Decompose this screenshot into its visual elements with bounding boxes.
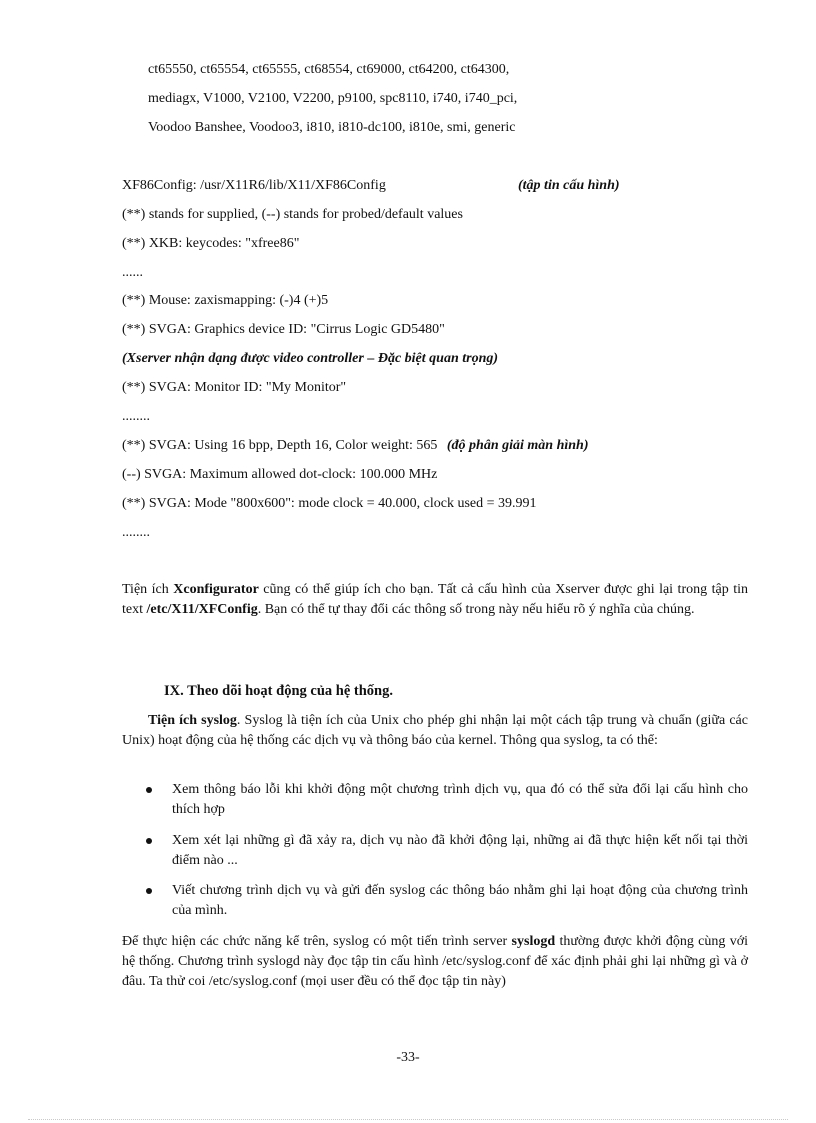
log-ellipsis: ........ xyxy=(122,525,150,540)
xconfigurator-name: Xconfigurator xyxy=(173,582,259,597)
list-item-text: Xem thông báo lỗi khi khởi động một chương trình dịch vụ, qua đó có thể sửa đổi lại cấu hình cho thích hợp xyxy=(172,782,748,817)
section-heading: IX. Theo dõi hoạt động của hệ thống. xyxy=(164,683,393,699)
log-config-path: XF86Config: /usr/X11R6/lib/X11/XF86Config xyxy=(122,178,386,193)
chipset-line-3: Voodoo Banshee, Voodoo3, i810, i810-dc100, i810e, smi, generic xyxy=(148,120,516,135)
log-depth: (**) SVGA: Using 16 bpp, Depth 16, Color weight: 565 xyxy=(122,438,438,453)
log-note-controller: (Xserver nhận dạng được video controller – Đặc biệt quan trọng) xyxy=(122,351,499,366)
page-number: -33- xyxy=(396,1050,420,1065)
syslogd-term: syslogd xyxy=(511,934,556,949)
list-item-text: Xem xét lại những gì đã xảy ra, dịch vụ nào đã khởi động lại, những ai đã thực hiện kết nối tại thời điểm nào ... xyxy=(172,833,748,868)
log-dotclock: (--) SVGA: Maximum allowed dot-clock: 100.000 MHz xyxy=(122,467,438,482)
log-config-note: (tập tin cấu hình) xyxy=(518,178,620,193)
log-config-line xyxy=(122,177,682,195)
list-item xyxy=(146,780,748,820)
log-graphics-device: (**) SVGA: Graphics device ID: "Cirrus Logic GD5480" xyxy=(122,322,445,337)
log-depth-note: (độ phân giải màn hình) xyxy=(446,438,589,453)
log-ellipsis: ........ xyxy=(122,409,150,424)
xconfigurator-paragraph: Tiện ích Xconfigurator cũng có thể giúp ích cho bạn. Tất cả cấu hình của Xserver được ghi lại trong tập tin text /etc/X11/XFConfig. Bạn có thể tự thay đổi các thông số trong này nếu hiểu rõ ý nghĩa của chúng. xyxy=(122,582,748,617)
xfconfig-path: /etc/X11/XFConfig xyxy=(146,602,258,617)
list-item-text: Viết chương trình dịch vụ và gửi đến syslog các thông báo nhằm ghi lại hoạt động của chương trình của mình. xyxy=(172,883,748,918)
page-bottom-divider xyxy=(28,1119,788,1120)
log-ellipsis: ...... xyxy=(122,265,143,280)
bullet-icon xyxy=(146,888,152,894)
log-xkb: (**) XKB: keycodes: "xfree86" xyxy=(122,236,300,251)
log-legend: (**) stands for supplied, (--) stands for probed/default values xyxy=(122,207,463,222)
log-mouse: (**) Mouse: zaxismapping: (-)4 (+)5 xyxy=(122,293,329,308)
log-depth-line xyxy=(122,437,589,455)
chipset-line-1: ct65550, ct65554, ct65555, ct68554, ct69000, ct64200, ct64300, xyxy=(148,62,510,77)
chipset-line-2: mediagx, V1000, V2100, V2200, p9100, spc8110, i740, i740_pci, xyxy=(148,91,518,106)
bullet-icon xyxy=(146,838,152,844)
list-item xyxy=(146,831,748,871)
syslogd-paragraph: Để thực hiện các chức năng kể trên, syslog có một tiến trình server syslogd thường được khởi động cùng với hệ thống. Chương trình syslogd này đọc tập tin cấu hình /etc/syslog.conf để xác định phải ghi lại những gì và ở đâu. Ta thử coi /etc/syslog.conf (mọi user đều có thể đọc tập tin này) xyxy=(122,934,749,989)
log-monitor: (**) SVGA: Monitor ID: "My Monitor" xyxy=(122,380,347,395)
list-item xyxy=(146,881,748,921)
bullet-icon xyxy=(146,787,152,793)
syslog-term: Tiện ích syslog xyxy=(148,713,237,728)
syslog-paragraph: Tiện ích syslog. Syslog là tiện ích của Unix cho phép ghi nhận lại một cách tập trung và chuẩn (giữa các Unix) hoạt động của hệ thống các dịch vụ và thông báo của kernel. Thông qua syslog, ta có thể: xyxy=(122,713,748,748)
log-mode: (**) SVGA: Mode "800x600": mode clock = 40.000, clock used = 39.991 xyxy=(122,496,537,511)
